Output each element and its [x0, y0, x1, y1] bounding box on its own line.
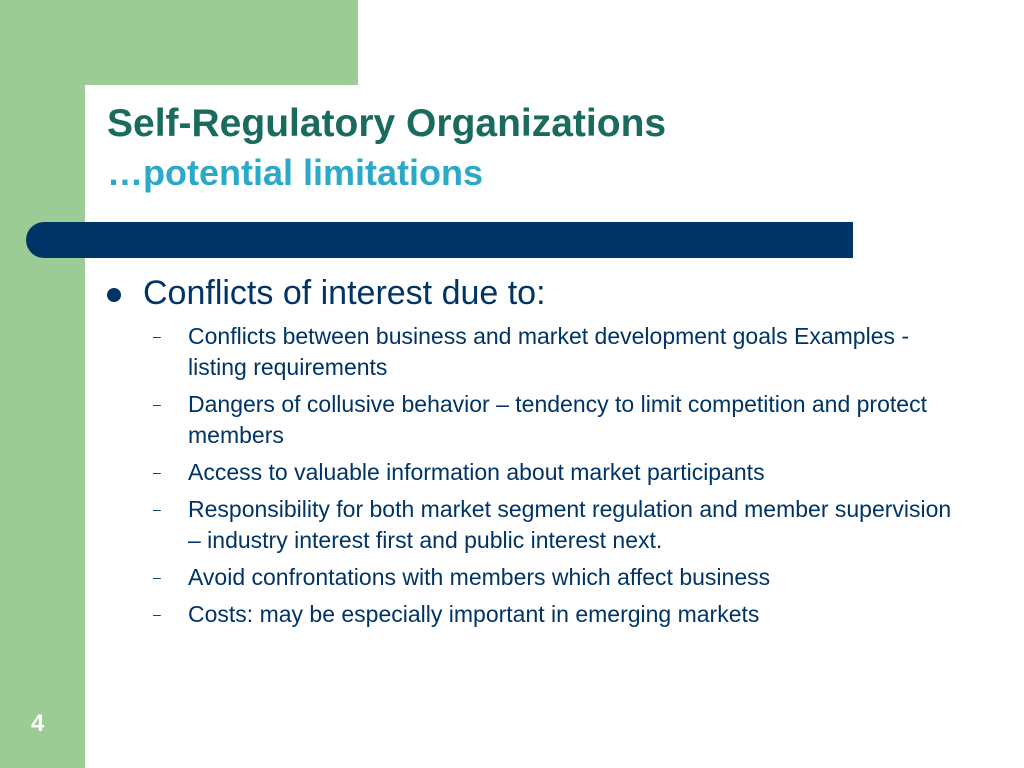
- slide-number: 4: [31, 710, 45, 737]
- sub-bullet-item: [153, 599, 963, 630]
- dash-icon: –: [153, 501, 161, 517]
- bullet-dot-icon: [107, 288, 121, 302]
- sub-bullet-text: Avoid confrontations with members which affect business: [188, 564, 771, 590]
- main-bullet-text: Conflicts of interest due to:: [143, 274, 546, 312]
- sub-bullet-text: Dangers of collusive behavior – tendency to limit competition and protect members: [188, 391, 927, 448]
- sub-bullet-item: [153, 457, 963, 488]
- sub-bullet-item: [153, 389, 963, 451]
- sub-bullet-text: Conflicts between business and market development goals Examples - listing requirements: [188, 323, 910, 380]
- dash-icon: –: [153, 606, 161, 622]
- sub-bullet-text: Responsibility for both market segment regulation and member supervision – industry interest first and public interest next.: [188, 496, 952, 553]
- sub-bullet-item: [153, 562, 963, 593]
- dash-icon: –: [153, 328, 161, 344]
- sub-bullet-item: [153, 321, 963, 383]
- title-divider-bar: [26, 222, 853, 258]
- sub-bullet-item: [153, 494, 963, 556]
- sub-bullet-text: Access to valuable information about market participants: [188, 459, 765, 485]
- sub-bullet-list: [153, 321, 963, 636]
- sub-bullet-text: Costs: may be especially important in emerging markets: [188, 601, 760, 627]
- slide-subtitle: …potential limitations: [107, 152, 484, 193]
- dash-icon: –: [153, 396, 161, 412]
- dash-icon: –: [153, 569, 161, 585]
- frame-left-band: [0, 0, 85, 768]
- dash-icon: –: [153, 464, 161, 480]
- slide-title: Self-Regulatory Organizations: [107, 102, 667, 145]
- frame-top-band: [0, 0, 358, 85]
